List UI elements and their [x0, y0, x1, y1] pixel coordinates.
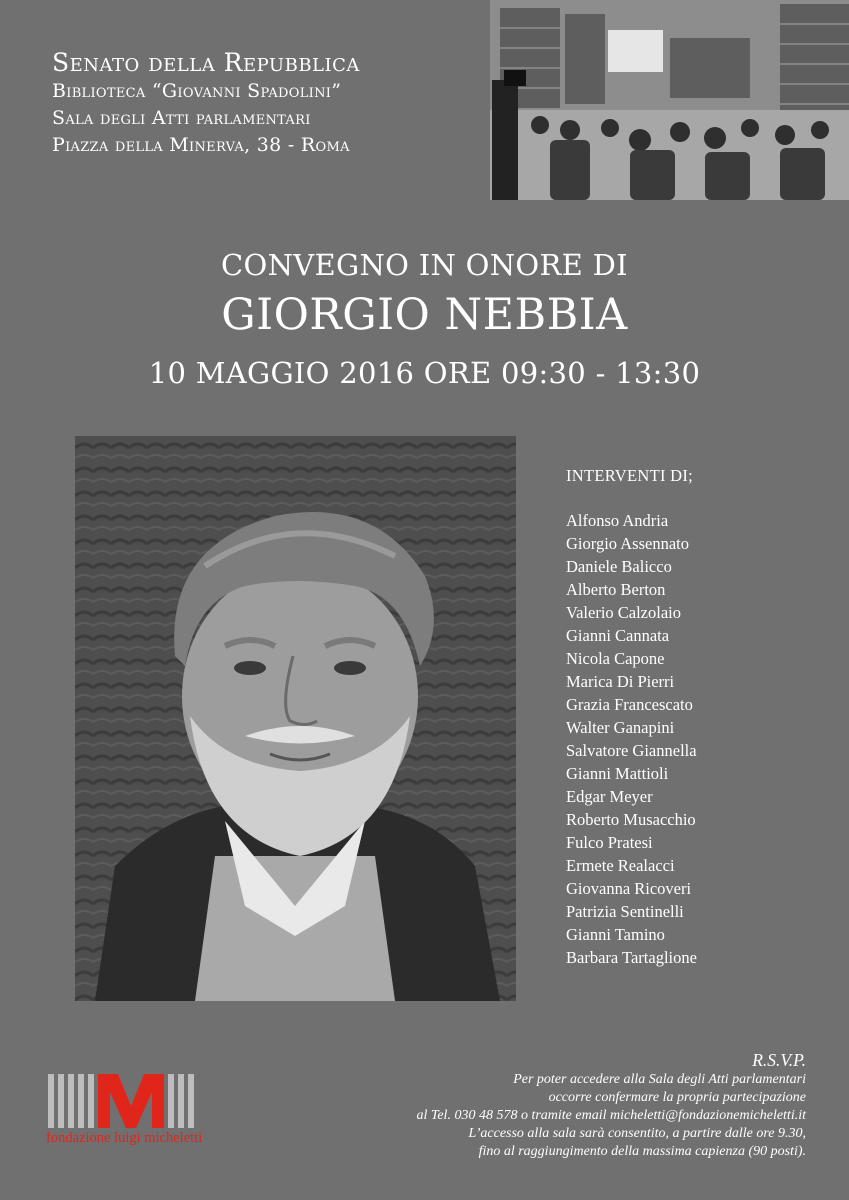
rsvp-line: occorre confermare la propria partecipazione	[548, 1090, 806, 1105]
venue-library: Biblioteca “Giovanni Spadolini”	[52, 80, 342, 102]
rsvp-contact-line: al Tel. 030 48 578 o tramite email micheletti@fondazionemicheletti.it	[416, 1108, 806, 1123]
event-title: CONVEGNO IN ONORE DI	[221, 248, 628, 282]
venue-institution: Senato della Repubblica	[52, 48, 360, 77]
speaker-name: Valerio Calzolaio	[566, 603, 682, 622]
speaker-name: Patrizia Sentinelli	[566, 902, 684, 921]
speaker-name: Gianni Cannata	[566, 626, 670, 645]
venue-block	[52, 48, 360, 159]
logo-m-mark	[98, 1074, 164, 1128]
event-date-time: 10 MAGGIO 2016 ORE 09:30 - 13:30	[148, 356, 701, 390]
venue-address: Piazza della Minerva, 38 - Roma	[52, 134, 350, 156]
speaker-name: Edgar Meyer	[566, 787, 653, 806]
speaker-name: Ermete Realacci	[566, 856, 675, 875]
conference-hall-photo	[490, 0, 849, 200]
speaker-name: Walter Ganapini	[566, 718, 675, 737]
speaker-name: Giovanna Ricoveri	[566, 879, 692, 898]
venue-hall: Sala degli Atti parlamentari	[52, 107, 311, 129]
speaker-name: Salvatore Giannella	[566, 741, 697, 760]
speaker-name: Marica Di Pierri	[566, 672, 675, 691]
rsvp-line: Per poter accedere alla Sala degli Atti parlamentari	[513, 1072, 806, 1087]
speaker-name: Alfonso Andria	[566, 511, 669, 530]
speaker-name: Grazia Francescato	[566, 695, 693, 714]
speakers-list	[566, 466, 697, 969]
speaker-name: Gianni Tamino	[566, 925, 665, 944]
speaker-name: Giorgio Assennato	[566, 534, 689, 553]
rsvp-line: fino al raggiungimento della massima capienza (90 posti).	[478, 1144, 806, 1159]
speaker-name: Barbara Tartaglione	[566, 948, 697, 967]
speaker-name: Alberto Berton	[566, 580, 666, 599]
speaker-name: Roberto Musacchio	[566, 810, 696, 829]
speaker-name: Nicola Capone	[566, 649, 665, 668]
speaker-name: Gianni Mattioli	[566, 764, 669, 783]
rsvp-line: L’accesso alla sala sarà consentito, a partire dalle ore 9.30,	[468, 1126, 806, 1141]
rsvp-block	[286, 1049, 806, 1161]
speaker-name: Fulco Pratesi	[566, 833, 653, 852]
speaker-name: Daniele Balicco	[566, 557, 672, 576]
foundation-logo	[44, 1074, 234, 1146]
speakers-heading: INTERVENTI DI;	[566, 466, 694, 485]
rsvp-heading: R.S.V.P.	[752, 1050, 806, 1070]
honoree-name: GIORGIO NEBBIA	[221, 290, 628, 340]
logo-caption: fondazione luigi micheletti	[46, 1130, 203, 1146]
portrait-photo	[75, 436, 516, 1001]
